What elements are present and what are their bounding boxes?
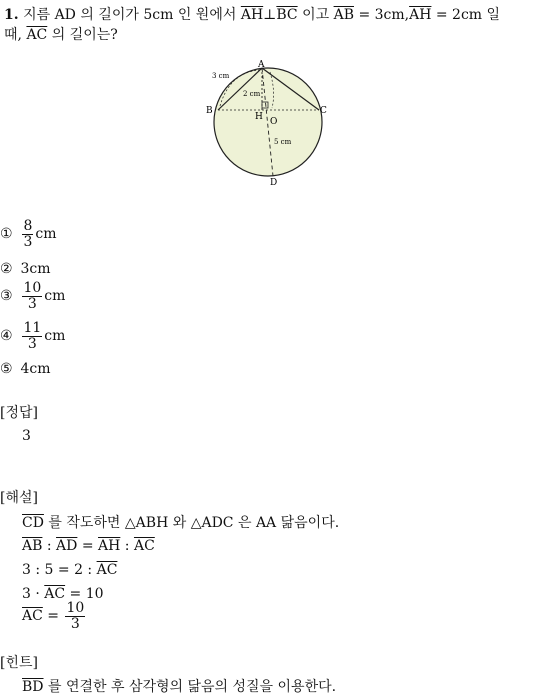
expl-l5-eq: =: [42, 608, 64, 625]
segment-ah: $\overline{AH}$: [240, 7, 264, 23]
explanation-line-5: [22, 601, 87, 631]
choice-1-mark: ①: [0, 226, 13, 243]
question-number: 1.: [4, 7, 19, 23]
question-text-line2-post: 의 길이는?: [51, 27, 118, 43]
label-a: A: [258, 60, 265, 70]
expl-l3-ac: $\overline{AC}$: [96, 562, 118, 578]
expl-ac: $\overline{AC}$: [133, 538, 155, 554]
label-od-length: 5 cm: [274, 138, 292, 146]
circle-figure: [200, 58, 340, 188]
choice-1-num: 8: [23, 218, 33, 234]
expl-eq: =: [77, 538, 99, 554]
question-text-pre: 지름 AD 의 길이가 5cm 인 원에서: [23, 7, 237, 23]
question-eq1: = 3cm,: [358, 7, 410, 23]
expl-ad: $\overline{AD}$: [56, 538, 78, 554]
segment-ah-2: $\overline{AH}$: [409, 7, 432, 23]
expl-l4-post: = 10: [65, 586, 104, 602]
choice-1-unit: cm: [35, 226, 57, 243]
label-d: D: [270, 178, 278, 188]
hint-text: 를 연결한 후 삼각형의 닮음의 성질을 이용한다.: [47, 679, 337, 695]
hint-line: [22, 676, 336, 696]
choice-4-fraction: [22, 321, 42, 351]
question-eq2: = 2cm 일: [435, 7, 501, 23]
expl-l5-den: 3: [70, 615, 80, 632]
choice-1-fraction: [22, 219, 33, 249]
expl-l5-ac: $\overline{AC}$: [22, 608, 43, 625]
choice-5[interactable]: [0, 361, 50, 377]
choice-4-mark: ④: [0, 328, 13, 345]
choice-4-num: 11: [23, 320, 42, 336]
segment-bd: $\overline{BD}$: [22, 679, 44, 695]
label-h: H: [255, 112, 263, 122]
expl-l3-pre: 3 : 5 = 2 :: [22, 562, 97, 578]
choice-3-fraction: [22, 281, 42, 311]
question-line-1: [4, 4, 500, 24]
circle-shape: [214, 68, 322, 176]
explanation-header: [해설]: [0, 490, 38, 506]
perp-symbol: ⊥: [263, 7, 277, 23]
choice-2[interactable]: [0, 261, 50, 277]
question-text-mid: 이고: [302, 7, 330, 23]
expl-sep2: :: [120, 538, 134, 554]
choice-5-mark: ⑤: [0, 361, 13, 377]
choice-2-mark: ②: [0, 261, 13, 277]
choice-2-text: 3cm: [20, 261, 51, 277]
question-line-2: [4, 24, 118, 44]
explanation-line-4: [22, 586, 104, 602]
label-ab-length: 3 cm: [212, 72, 230, 80]
choice-3-num: 10: [23, 280, 42, 296]
explanation-line-3: [22, 562, 117, 578]
segment-ac: $\overline{AC}$: [26, 27, 48, 43]
answer-header: [정답]: [0, 405, 38, 421]
choice-1[interactable]: [0, 219, 57, 249]
expl-ab: $\overline{AB}$: [22, 538, 43, 554]
segment-ab: $\overline{AB}$: [333, 7, 354, 23]
explanation-line-1-text: 를 작도하면 △ABH 와 △ADC 은 AA 닮음이다.: [48, 515, 340, 531]
answer-value: 3: [22, 428, 31, 444]
choice-1-den: 3: [23, 233, 33, 250]
choice-4-unit: cm: [44, 328, 66, 345]
choice-5-text: 4cm: [20, 361, 51, 377]
expl-l5-fraction: [65, 601, 85, 631]
explanation-line-1: [22, 512, 339, 532]
expl-sep1: :: [42, 538, 57, 554]
choice-3-mark: ③: [0, 288, 13, 305]
choice-4-den: 3: [27, 335, 37, 352]
expl-ah: $\overline{AH}$: [98, 538, 121, 554]
choice-3-den: 3: [27, 295, 37, 312]
hint-header: [힌트]: [0, 655, 38, 671]
segment-bc: $\overline{BC}$: [276, 7, 298, 23]
explanation-line-2: [22, 538, 155, 554]
expl-l4-pre: 3 ·: [22, 586, 45, 602]
label-b: B: [206, 106, 213, 116]
choice-3[interactable]: [0, 281, 65, 311]
choice-3-unit: cm: [44, 288, 66, 305]
question-text-line2-pre: 때,: [4, 27, 22, 43]
label-ah-length: 2 cm: [243, 90, 261, 98]
label-o: O: [270, 117, 278, 127]
label-c: C: [320, 106, 327, 116]
choice-4[interactable]: [0, 321, 65, 351]
segment-cd: $\overline{CD}$: [22, 515, 44, 531]
expl-l4-ac: $\overline{AC}$: [44, 586, 66, 602]
expl-l5-num: 10: [66, 600, 85, 616]
